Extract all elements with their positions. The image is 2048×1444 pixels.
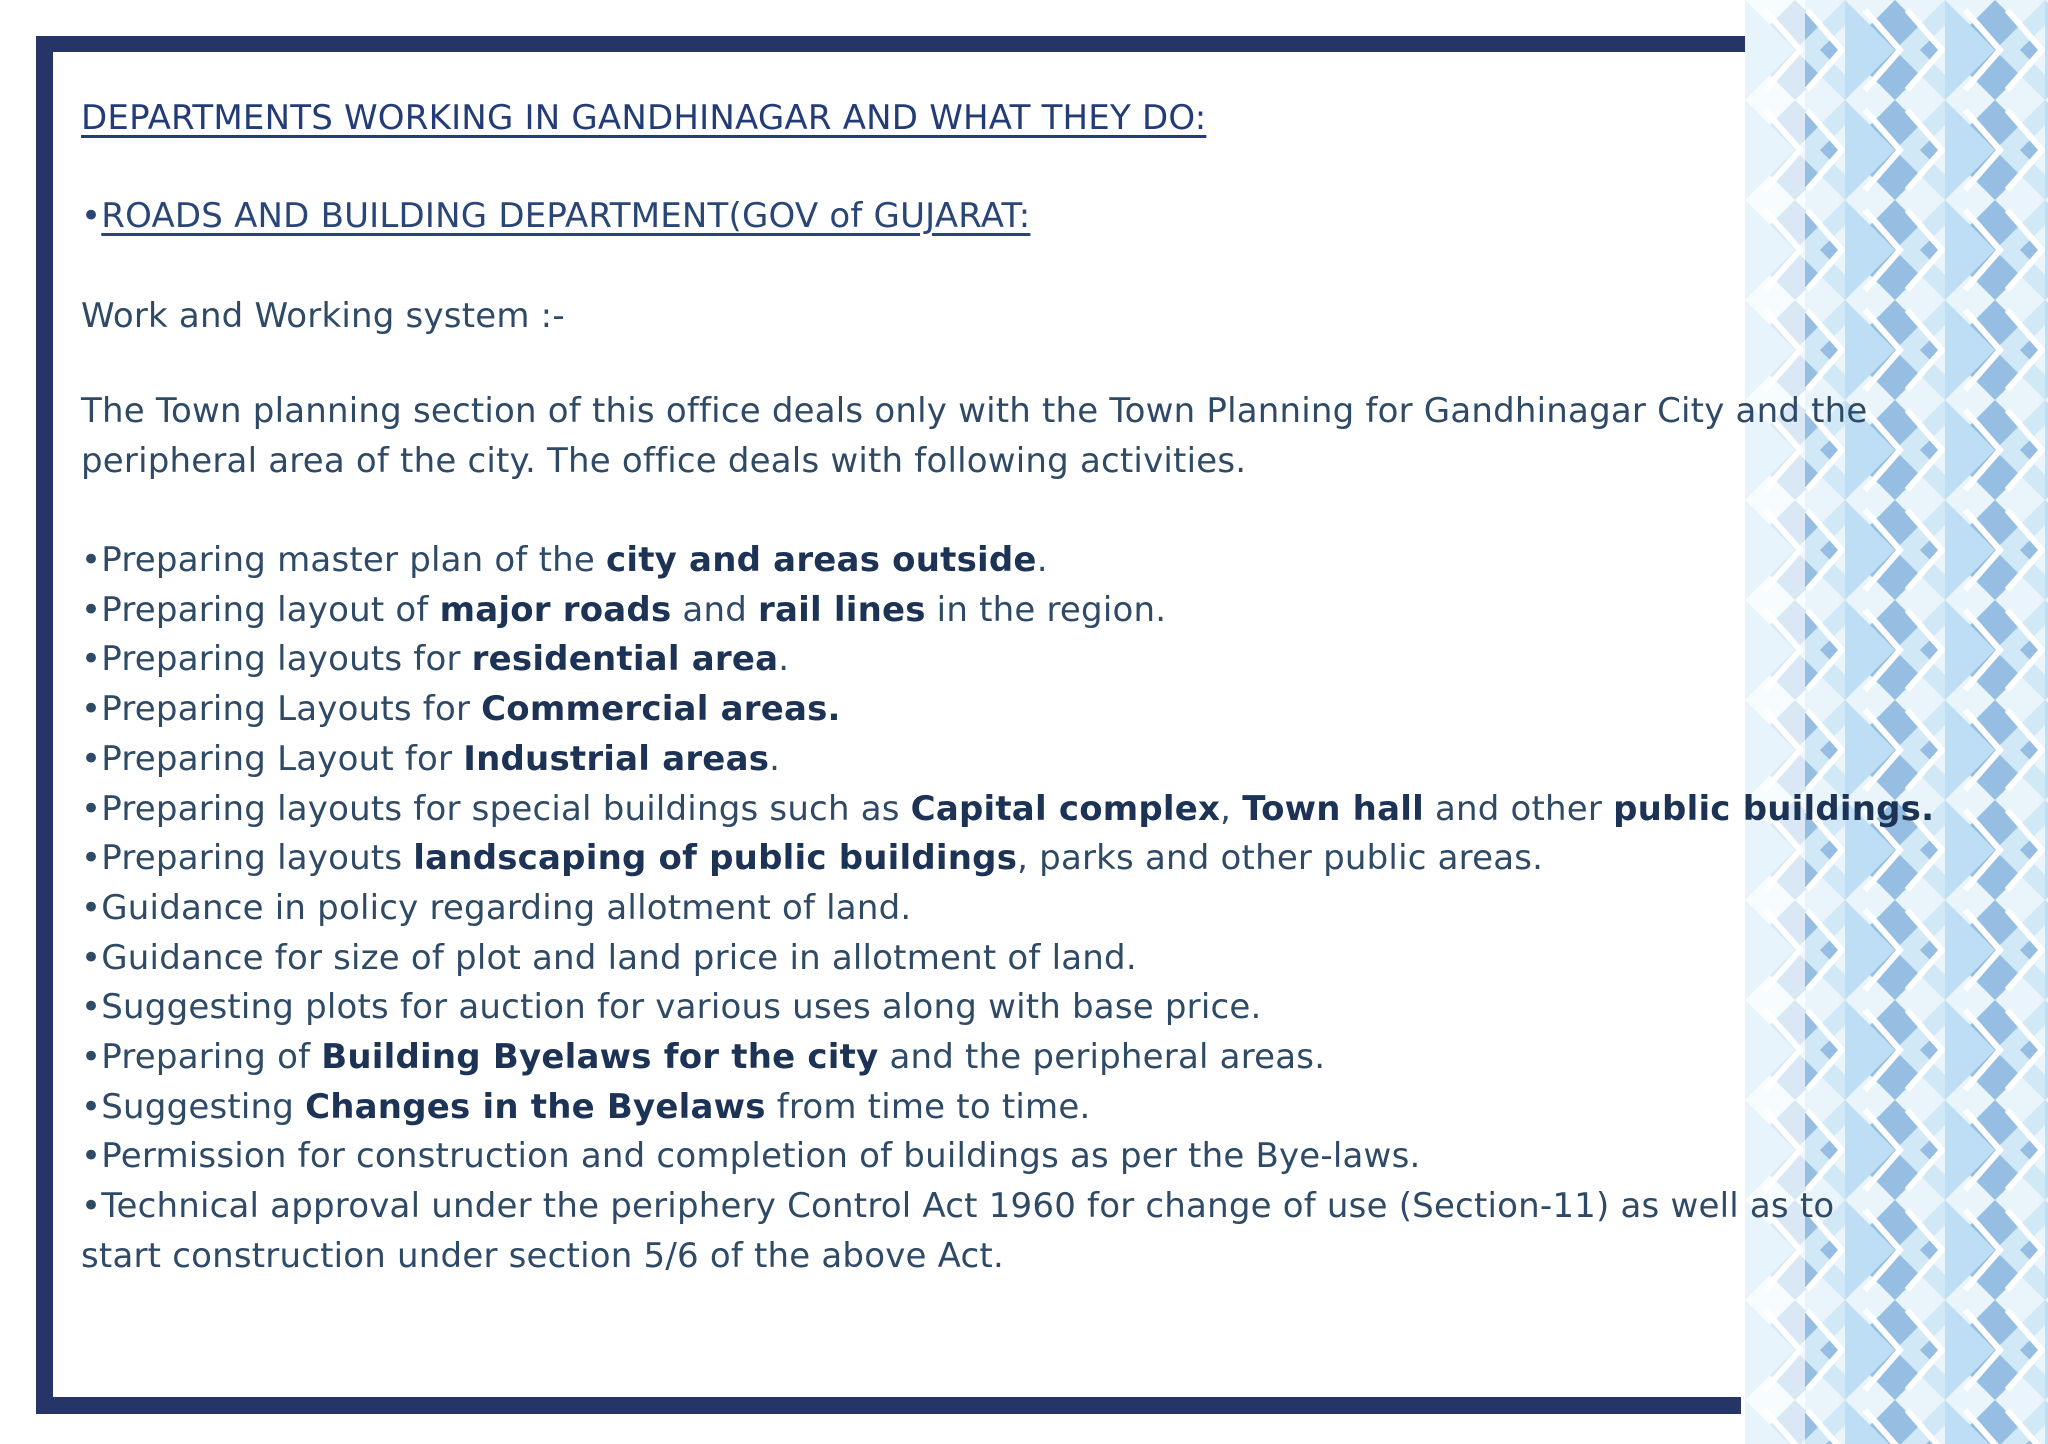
- frame-bottom-border: [36, 1397, 1741, 1414]
- list-item: •Permission for construction and completion of buildings as per the Bye-laws.: [81, 1136, 1421, 1177]
- frame-top-border: [36, 36, 1745, 52]
- list-item: •Preparing layouts for residential area.: [81, 639, 790, 680]
- list-item: •Guidance for size of plot and land price in allotment of land.: [81, 937, 1137, 978]
- list-item: •Guidance in policy regarding allotment of land.: [81, 887, 912, 928]
- intro-paragraph: The Town planning section of this office deals only with the Town Planning for Gandhinagar City and the peripheral area of the city. The office deals with following activities.: [81, 391, 1868, 481]
- list-item: •Preparing Layout for Industrial areas.: [81, 738, 781, 779]
- activities-list: [81, 536, 1935, 1282]
- list-item: •Preparing master plan of the city and areas outside.: [81, 540, 1048, 580]
- list-item: •Suggesting Changes in the Byelaws from time to time.: [81, 1086, 1091, 1127]
- list-item: •Preparing layout of major roads and rail lines in the region.: [81, 589, 1167, 630]
- list-item: •Preparing of Building Byelaws for the city and the peripheral areas.: [81, 1037, 1326, 1078]
- department-name: ROADS AND BUILDING DEPARTMENT(GOV of GUJARAT:: [101, 196, 1031, 236]
- list-item: •Preparing Layouts for Commercial areas.: [81, 689, 841, 730]
- list-item: •Technical approval under the periphery Control Act 1960 for change of use (Section-11) as well as to start construction under section 5/6 of the above Act.: [81, 1186, 1835, 1276]
- page-heading: DEPARTMENTS WORKING IN GANDHINAGAR AND WHAT THEY DO:: [81, 98, 1207, 138]
- department-bullet: •: [81, 196, 102, 236]
- list-item: •Preparing layouts landscaping of public buildings, parks and other public areas.: [81, 838, 1544, 879]
- work-label: Work and Working system :-: [81, 296, 565, 336]
- department-heading: [81, 186, 1921, 246]
- list-item: •Preparing layouts for special buildings such as Capital complex, Town hall and other public buildings.: [81, 788, 1935, 829]
- slide-content: [81, 88, 1935, 1316]
- list-item: •Suggesting plots for auction for various uses along with base price.: [81, 987, 1262, 1028]
- frame-left-border: [36, 36, 53, 1414]
